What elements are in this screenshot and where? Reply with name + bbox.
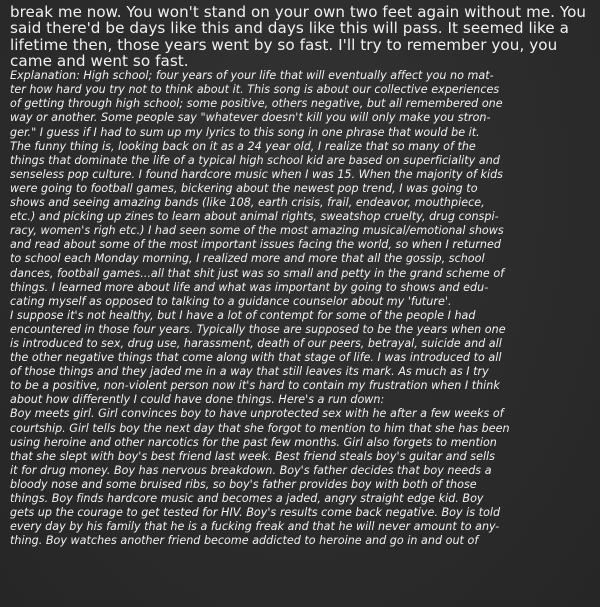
- explanation-line: encountered in those four years. Typically those are supposed to be the years when one: [10, 322, 506, 336]
- explanation-line: that she slept with boy's best friend last week. Best friend steals boy's guitar and sells: [10, 449, 495, 463]
- explanation-line: to be a positive, non-violent person now it's hard to contain my frustration when I think: [10, 379, 500, 393]
- explanation-line: cating myself as opposed to talking to a guidance counselor about my 'future'.: [10, 294, 452, 308]
- explanation-line: things. I learned more about life and what was important by going to shows and edu-: [10, 280, 489, 294]
- explanation-line: ger." I guess if I had to sum up my lyrics to this song in one phrase that would be it.: [10, 125, 480, 139]
- explanation-line: about how differently I could have done things. Here's a run down:: [10, 393, 385, 407]
- explanation-line: of those things and they jaded me in a way that still leaves its mark. As much as I try: [10, 365, 489, 379]
- explanation-line: the other negative things that come along with that stage of life. I was introduced to all: [10, 351, 502, 365]
- explanation-line: etc.) and picking up zines to learn about animal rights, sweatshop cruelty, drug conspi-: [10, 210, 499, 224]
- explanation-line: is introduced to sex, drug use, harassment, death of our peers, betrayal, suicide and all: [10, 336, 502, 350]
- explanation-line: The funny thing is, looking back on it as a 24 year old, I realize that so many of the: [10, 139, 476, 153]
- explanation-line: it for drug money. Boy has nervous breakdown. Boy's father decides that boy needs a: [10, 463, 492, 477]
- lyric-line: said there'd be days like this and days like this will pass. It seemed like a: [10, 19, 569, 38]
- explanation-line: way or another. Some people say "whatever doesn't kill you will only make you stron-: [10, 111, 491, 125]
- explanation-line: shows and seeing amazing bands (like 108, earth crisis, frail, endeavor, mouthpiece,: [10, 196, 485, 210]
- explanation-line: thing. Boy watches another friend become addicted to heroine and go in and out of: [10, 534, 479, 548]
- explanation-line: racy, women's righ etc.) I had seen some of the most amazing musical/emotional shows: [10, 224, 504, 238]
- explanation-line: Explanation: High school; four years of your life that will eventually affect you no mat-: [10, 69, 494, 83]
- explanation-line: things that dominate the life of a typical high school kid are based on superficiality and: [10, 153, 500, 167]
- explanation-line: gets up the courage to get tested for HIV. Boy's results come back negative. Boy is told: [10, 506, 501, 520]
- explanation-line: ter how hard you try not to think about it. This song is about our collective experiences: [10, 83, 500, 97]
- explanation-line: to school each Monday morning, I realized more and more that all the gossip, school: [10, 252, 485, 266]
- explanation-line: were going to football games, bickering about the newest pop trend, I was going to: [10, 181, 478, 195]
- lyric-line: lifetime then, those years went by so fast. I'll try to remember you, you: [10, 35, 558, 54]
- explanation-line: of getting through high school; some positive, others negative, but all remembered one: [10, 97, 503, 111]
- explanation-line: using heroine and other narcotics for the past few months. Girl also forgets to mention: [10, 435, 497, 449]
- explanation-line: I suppose it's not healthy, but I have a lot of contempt for some of the people I had: [10, 308, 476, 322]
- explanation-line: Boy meets girl. Girl convinces boy to have unprotected sex with he after a few weeks of: [10, 407, 504, 421]
- explanation-block: [10, 69, 586, 548]
- explanation-line: every day by his family that he is a fucking freak and that he will never amount to any-: [10, 520, 500, 534]
- explanation-line: senseless pop culture. I found hardcore music when I was 15. When the majority of kids: [10, 167, 503, 181]
- lyric-line: break me now. You won't stand on your own two feet again without me. You: [10, 3, 587, 21]
- explanation-line: and read about some of the most important issues facing the world, so when I returned: [10, 238, 501, 252]
- explanation-line: dances, football games...all that shit just was so small and petty in the grand scheme of: [10, 266, 505, 280]
- explanation-line: bloody nose and some bruised ribs, so boy's father provides boy with both of those: [10, 477, 477, 491]
- explanation-line: things. Boy finds hardcore music and becomes a jaded, angry straight edge kid. Boy: [10, 492, 484, 505]
- explanation-line: courtship. Girl tells boy the next day that she forgot to mention to him that she has been: [10, 421, 510, 435]
- lyrics-block: [10, 4, 586, 69]
- lyric-line: came and went so fast.: [10, 51, 189, 70]
